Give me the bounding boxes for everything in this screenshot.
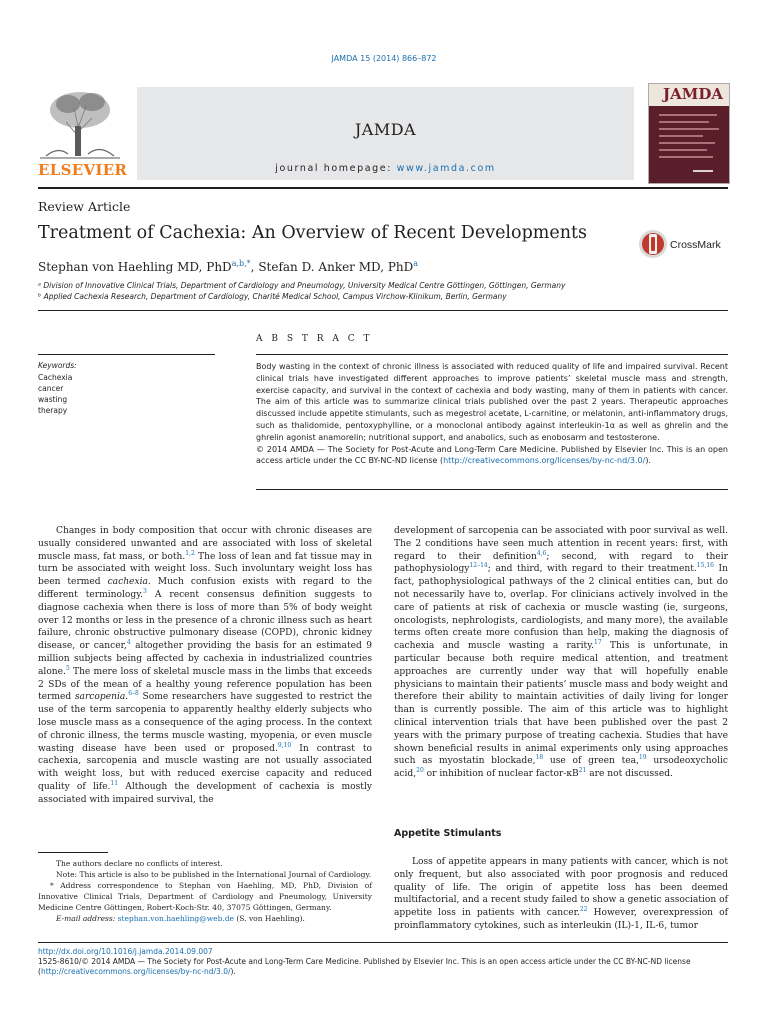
- crossmark-button[interactable]: [638, 228, 728, 262]
- footnote-note: Note: This article is also to be published in the International Journal of Cardiology.: [56, 870, 372, 879]
- abstract-heading: A B S T R A C T: [256, 334, 373, 344]
- footnote-rule: [38, 852, 108, 853]
- keywords-rule: [38, 354, 215, 355]
- doi-link[interactable]: http://dx.doi.org/10.1016/j.jamda.2014.09.007: [38, 947, 213, 956]
- abstract-rule: [256, 354, 728, 355]
- crossmark-icon: [638, 228, 668, 262]
- affiliation-a: ᵃ Division of Innovative Clinical Trials, Department of Cardiology and Pneumology, University Medical Centre Göttingen, Göttingen, Germany: [38, 281, 566, 290]
- journal-cover-thumbnail[interactable]: [648, 83, 730, 184]
- abstract-body: [256, 361, 728, 467]
- footnote-conflict: The authors declare no conflicts of interest.: [56, 859, 223, 868]
- footnotes: [38, 858, 372, 924]
- issn-copyright: 1525-8610/© 2014 AMDA — The Society for Post-Acute and Long-Term Care Medicine. Published by Elsevier Inc. This is an open access article under the CC BY-NC-ND license (http://creativecommons.org/licenses/by-nc-nd/3.0/).: [38, 957, 691, 976]
- keyword-item: cancer: [38, 384, 64, 393]
- cover-title: JAMDA: [663, 85, 723, 103]
- elsevier-wordmark: ELSEVIER: [38, 161, 128, 179]
- affiliation-rule: [38, 310, 728, 311]
- footnote-email: E-mail address: stephan.von.haehling@web.de (S. von Haehling).: [56, 914, 305, 923]
- body-right-column-continued: Loss of appetite appears in many patients with cancer, which is not only frequent, but also associated with poor prognosis and reduced quality of life. The origin of appetite loss has been deemed multifactorial, and a recent study failed to show a genetic association of appetite loss in patients with cancer.$^{22}$ However, overexpression of proinflammatory cytokines, such as interleukin (IL)-1, IL-6, tumor: [394, 857, 728, 931]
- body-right-column: development of sarcopenia can be associated with poor survival as well. The 2 conditions have seen much attention in recent years: first, with regard to their definition$^{4,6}$; second, with regard to their pathophysiology$^{12-14}$; and third, with regard to their treatment.$^{15,16}$ In fact, pathophysiological pathways of the 2 clinical entities can, but do not necessarily have to, overlap. For clinicians actively involved in the care of patients at risk of cachexia or muscle wasting (ie, surgeons, oncologists, nephrologists, cardiologists, and many more), the available terms often create more confusion than help, making the diagnosis of cachexia and muscle wasting a rarity.$^{17}$ This is unfortunate, in particular because both require medical attention, and treatment approaches are currently under way that will hopefully enable physicians to maintain their patients’ muscle mass and body weight and therefore their ability to maintain activities of daily living for longer than is currently possible. The aim of this article was to highlight clinical intervention trials that have been published over the past 2 years with the primary purpose of treating cachexia. Studies that have shown beneficial results in animal experiments only using approaches such as myostatin blockade,$^{18}$ use of green tea,$^{19}$ ursodeoxycholic acid,$^{20}$ or inhibition of nuclear factor-$\kappa B^{21}$ are not discussed.: [394, 526, 728, 780]
- author-affiliation-marker[interactable]: a,b,*: [231, 259, 251, 268]
- footnote-correspondence: * Address correspondence to Stephan von Haehling, MD, PhD, Division of Innovative Clinical Trials, Department of Cardiology and Pneumology, University Medicine Centre Göttingen, Robert-Koch-Str. 40, 37075 Göttingen, Germany.: [38, 881, 372, 912]
- author-name: Stefan D. Anker MD, PhD: [258, 260, 414, 274]
- journal-citation[interactable]: JAMDA 15 (2014) 866–872: [331, 54, 437, 63]
- author-affiliation-marker[interactable]: a: [413, 259, 419, 268]
- body-left-column: Changes in body composition that occur with chronic diseases are usually considered unwanted and are associated with loss of skeletal muscle mass, fat mass, or both.$^{1,2}$ The loss of lean and fat tissue may in turn be associated with weight loss. Such involuntary weight loss has been termed cachexia. Much confusion exists with regard to the different terminology.$^3$ A recent consensus definition suggests to diagnose cachexia when there is loss of more than 5% of body weight over 12 months or less in the presence of a chronic illness such as heart failure, chronic obstructive pulmonary disease (COPD), chronic kidney disease, or cancer,$^4$ altogether providing the basis for an estimated 9 million subjects being affected by cachexia in industrialized countries alone.$^5$ The mere loss of skeletal muscle mass in the limbs that exceeds 2 SDs of the mean of a healthy young reference population has been termed sarcopenia.$^{6-8}$ Some researchers have suggested to restrict the use of the term sarcopenia to apparently healthy elderly subjects who lose muscle mass as a consequence of the aging process. In the context of chronic illness, the terms muscle wasting, myopenia, or even muscle wasting disease have been used or proposed.$^{9,10}$ In contrast to cachexia, sarcopenia and muscle wasting are not usually associated with weight loss, but with reduced exercise capacity and reduced quality of life.$^{11}$ Although the development of cachexia is mostly associated with impaired survival, the: [38, 526, 372, 805]
- homepage-link[interactable]: www.jamda.com: [396, 163, 496, 174]
- email-link[interactable]: stephan.von.haehling@web.de: [117, 914, 234, 923]
- journal-homepage: [137, 163, 634, 174]
- article-type: Review Article: [38, 199, 131, 214]
- author-name: Stephan von Haehling MD, PhD: [38, 260, 232, 274]
- journal-title: JAMDA: [354, 120, 417, 139]
- section-heading: Appetite Stimulants: [394, 828, 502, 839]
- abstract-bottom-rule: [256, 489, 728, 490]
- keyword-item: therapy: [38, 406, 68, 415]
- article-title: Treatment of Cachexia: An Overview of Recent Developments: [38, 223, 588, 243]
- keywords-list: [38, 372, 72, 416]
- abstract-text: Body wasting in the context of chronic illness is associated with reduced quality of life and impaired survival. Recent clinical trials have investigated different approaches to improve patients’ skeletal muscle mass and strength, exercise capacity, and survival in the context of cachexia and body wasting, many of them in patients with cancer. The aim of this article was to summarize clinical trials published over the past 2 years. Therapeutic approaches discussed include appetite stimulants, such as megestrol acetate, L-carnitine, or melatonin, anti-inflammatory drugs, such as thalidomide, pentoxyphylline, or a monoclonal antibody against interleukin-1α as well as ghrelin and the ghrelin agonist anamorelin; nutritional support, and anabolics, such as enobosarm and testosterone.: [256, 362, 728, 442]
- homepage-label: journal homepage:: [275, 163, 397, 174]
- license-link[interactable]: http://creativecommons.org/licenses/by-nc-nd/3.0/: [443, 456, 646, 466]
- abstract-copyright: © 2014 AMDA — The Society for Post-Acute and Long-Term Care Medicine. Published by Elsevier Inc. This is an open access article under the CC BY-NC-ND license (http://creativecommons.org/licenses/by-nc-nd/3.0/).: [256, 444, 728, 466]
- author-list: Stephan von Haehling MD, PhD$^{a,b,*}$, Stefan D. Anker MD, PhD$^a$: [38, 259, 419, 274]
- crossmark-label: CrossMark: [670, 239, 721, 251]
- footer-rule: [38, 942, 728, 943]
- keyword-item: wasting: [38, 395, 68, 404]
- keyword-item: Cachexia: [38, 373, 73, 382]
- footer-license-link[interactable]: http://creativecommons.org/licenses/by-nc-nd/3.0/: [40, 967, 231, 976]
- keywords-heading: Keywords:: [38, 361, 77, 370]
- affiliation-b: ᵇ Applied Cachexia Research, Department of Cardiology, Charité Medical School, Campus Virchow-Klinikum, Berlin, Germany: [38, 292, 507, 301]
- header-rule: [38, 187, 728, 189]
